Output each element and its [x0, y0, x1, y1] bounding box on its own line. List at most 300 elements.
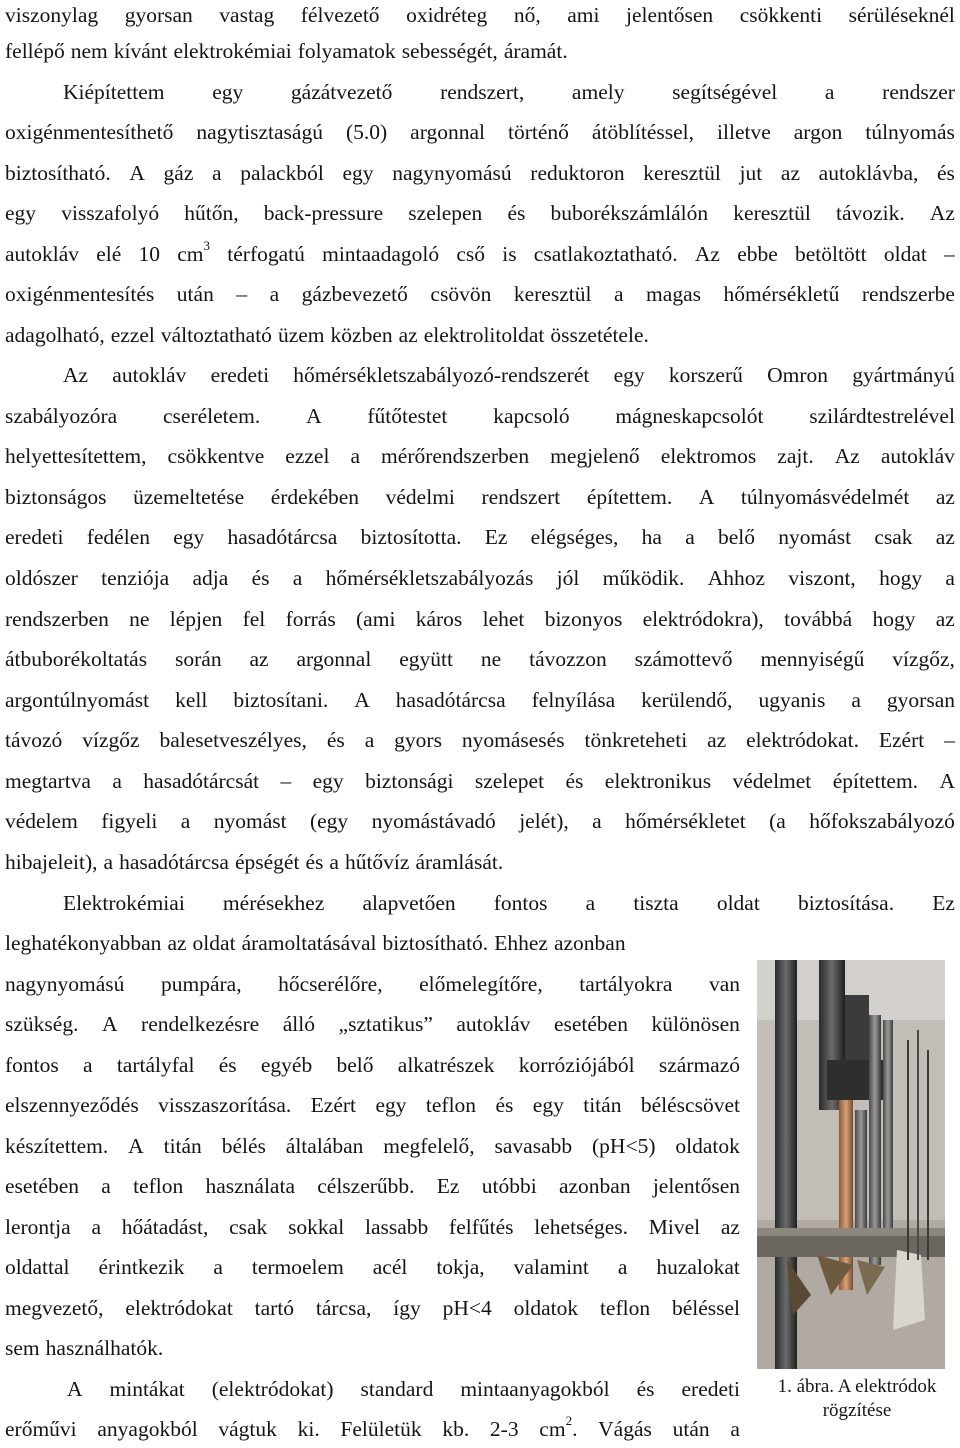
word: pumpára,	[160, 972, 242, 996]
word: egy	[613, 363, 645, 387]
word: és	[937, 161, 955, 185]
word: A	[939, 769, 955, 793]
word: egy	[312, 769, 344, 793]
word: lépjen	[169, 607, 223, 631]
word: közben	[330, 323, 393, 347]
word: illetve	[717, 120, 771, 144]
word: áramlását.	[415, 850, 504, 874]
word: alkatrészek	[397, 1053, 495, 1077]
word: szabályozóra	[5, 404, 118, 428]
word: vízgőz	[82, 728, 140, 752]
word: argonnal	[296, 647, 372, 671]
word: üzemeltetése	[133, 485, 245, 509]
word: a	[91, 1215, 101, 1239]
word: átbuborékoltatás	[5, 647, 148, 671]
word: cső	[456, 242, 486, 266]
word: $cm^3$	[177, 237, 211, 266]
word: huzalokat	[656, 1255, 740, 1279]
word: csökkenti	[739, 3, 823, 27]
word: az	[780, 161, 800, 185]
word: A	[306, 404, 322, 428]
word: elektrolitoldat	[423, 323, 545, 347]
word: oxidréteg	[406, 3, 488, 27]
word: tartó	[254, 1296, 295, 1320]
word: a	[292, 566, 303, 590]
text-line	[5, 239, 955, 269]
word: tenziója	[101, 566, 170, 590]
word: mágneskapcsolót	[615, 404, 764, 428]
word: távozzon	[529, 647, 607, 671]
word: a	[613, 282, 624, 306]
word: rendszert,	[440, 80, 525, 104]
word: hőmérsékletű	[723, 282, 840, 306]
word: autoklávba,	[818, 161, 919, 185]
word: egyéb	[260, 1053, 313, 1077]
word: Az	[929, 201, 955, 225]
word: elektrokémiai	[173, 39, 292, 63]
word: mintákat	[109, 1377, 185, 1401]
word: elektronikus	[604, 769, 712, 793]
word: tönkreteheti	[584, 728, 688, 752]
word: korszerű	[668, 363, 743, 387]
word: a	[364, 728, 375, 752]
word: (ami	[356, 607, 396, 631]
word: Az	[694, 242, 720, 266]
word: gyors	[394, 728, 442, 752]
word: autokláv	[5, 242, 80, 266]
word: standard	[360, 1377, 434, 1401]
word: az	[935, 485, 955, 509]
word: hasadótárcsát	[143, 769, 260, 793]
word: oxigénmentesítés	[5, 282, 155, 306]
word: továbbá	[784, 607, 853, 631]
word: a	[350, 444, 361, 468]
word: ezzel	[110, 323, 155, 347]
word: sokkal	[288, 1215, 345, 1239]
text-line	[5, 36, 955, 66]
figure-caption-line-1: 1. ábra. A elektródok	[777, 1376, 937, 1397]
word: tokja,	[436, 1255, 485, 1279]
word: hűtőn,	[184, 201, 239, 225]
word: autokláv	[880, 444, 955, 468]
word: biztonsági	[365, 769, 454, 793]
text-line	[5, 1131, 740, 1161]
word: célszerűbb.	[317, 1174, 415, 1198]
word: csak	[229, 1215, 268, 1239]
word: fontos	[5, 1053, 59, 1077]
word: oldat	[883, 242, 927, 266]
word: készítettem.	[5, 1134, 109, 1158]
text-line	[5, 198, 955, 228]
word: back-pressure	[263, 201, 384, 225]
word: érdekében	[270, 485, 360, 509]
word: A	[129, 161, 145, 185]
word: egy	[342, 161, 374, 185]
word: leghatékonyabban	[5, 931, 162, 955]
word: nem	[70, 39, 108, 63]
word: titán	[583, 1093, 622, 1117]
word: csövön	[430, 282, 492, 306]
word: ezzel	[285, 444, 330, 468]
word: nagynyomású	[5, 972, 125, 996]
word: oldat	[192, 931, 236, 955]
word: ne	[480, 647, 502, 671]
word: elszennyeződés	[5, 1093, 139, 1117]
word: Az	[63, 363, 89, 387]
word: tárcsa,	[315, 1296, 372, 1320]
word: fel	[242, 607, 266, 631]
word: fedélen	[86, 525, 150, 549]
word: fellépő	[5, 39, 65, 63]
word: a	[592, 809, 602, 833]
word: túlnyomásvédelmét	[740, 485, 910, 509]
text-line	[5, 1212, 740, 1242]
word: védelmi	[385, 485, 455, 509]
word: azonban	[558, 1174, 631, 1198]
word: eredeti	[681, 1377, 740, 1401]
word: adja	[192, 566, 229, 590]
word: fontos	[493, 891, 548, 915]
word: a	[585, 891, 596, 915]
word: építettem.	[832, 769, 919, 793]
word: hasadótárcsa	[395, 688, 506, 712]
word: szelepet	[474, 769, 545, 793]
word: távozó	[5, 728, 63, 752]
word: az	[707, 728, 727, 752]
word: Omron	[767, 363, 829, 387]
word: cseréletem.	[163, 404, 261, 428]
word: összetétele.	[550, 323, 649, 347]
text-line	[5, 117, 955, 147]
electrode-photo-illustration	[757, 960, 945, 1369]
word: egy	[5, 201, 37, 225]
word: a	[213, 1255, 223, 1279]
word: folyamatok	[297, 39, 396, 63]
word: hőmérsékletszabályozó-rendszerét	[293, 363, 590, 387]
word: jelentősen	[626, 3, 714, 27]
text-line	[5, 0, 955, 30]
word: működik.	[602, 566, 685, 590]
word: felnyílása	[531, 688, 616, 712]
word: teflon	[425, 1093, 477, 1117]
word: után	[672, 1417, 710, 1441]
word: „sztatikus”	[338, 1012, 433, 1036]
word: Felületük	[340, 1417, 422, 1441]
superscript: 3	[203, 237, 211, 253]
word: eredeti	[210, 363, 270, 387]
word: a	[851, 688, 861, 712]
word: nagynyomású	[392, 161, 512, 185]
text-line	[5, 766, 955, 796]
word: adagolható,	[5, 323, 105, 347]
word: gyorsan	[886, 688, 955, 712]
figure-caption-line-2: rögzítése	[822, 1400, 892, 1421]
word: az	[935, 607, 955, 631]
word: és	[218, 1053, 237, 1077]
text-line	[5, 441, 955, 471]
text-line	[5, 158, 955, 188]
word: reduktoron	[530, 161, 625, 185]
word: és	[636, 1377, 655, 1401]
word: a	[685, 525, 695, 549]
word: szükség.	[5, 1012, 79, 1036]
word: nyomást	[213, 809, 287, 833]
word: 10	[138, 242, 161, 266]
word: oldószer	[5, 566, 78, 590]
word: acél	[372, 1255, 408, 1279]
word: a	[730, 1417, 740, 1441]
word: hőmérsékletszabályozás	[325, 566, 534, 590]
word: áramát.	[503, 39, 568, 63]
word: mennyiségű	[760, 647, 865, 671]
text-line	[5, 1252, 740, 1282]
text-line	[5, 847, 955, 877]
word: és	[251, 566, 270, 590]
word: szelepen	[408, 201, 483, 225]
word: amely	[571, 80, 625, 104]
word: az	[249, 647, 269, 671]
word: Az	[834, 444, 860, 468]
word: együtt	[399, 647, 453, 671]
word: az	[935, 525, 955, 549]
word: védelmet	[732, 769, 812, 793]
word: helyettesítettem,	[5, 444, 147, 468]
word: sérüléseknél	[848, 3, 955, 27]
word: így	[393, 1296, 421, 1320]
word: ami	[567, 3, 600, 27]
word: (a	[769, 809, 786, 833]
text-line	[5, 401, 955, 431]
text-line	[67, 1374, 740, 1404]
word: A	[101, 1012, 118, 1036]
word: –	[944, 728, 955, 752]
word: Vágás	[598, 1417, 652, 1441]
word: azonban	[553, 931, 626, 955]
word: kerülendő,	[641, 688, 733, 712]
text-line	[5, 604, 955, 634]
word: keresztül	[733, 201, 811, 225]
word: rendszert	[481, 485, 561, 509]
word: az	[398, 323, 418, 347]
word: oxigénmentesíthető	[5, 120, 174, 144]
word: Ezért	[878, 728, 925, 752]
word: elektródokat	[125, 1296, 233, 1320]
word: –	[236, 282, 248, 306]
word: Ehhez	[494, 931, 548, 955]
word: gyártmányú	[852, 363, 955, 387]
word: biztosítható.	[5, 161, 111, 185]
word: káros	[415, 607, 463, 631]
word: A	[128, 1134, 144, 1158]
word: védelem	[5, 809, 78, 833]
word: félvezető	[300, 3, 380, 27]
word: A	[67, 1377, 83, 1401]
word: kívánt	[113, 39, 168, 63]
word: elektródokra),	[642, 607, 764, 631]
word: hőcserélőre,	[278, 972, 383, 996]
word: nyomásesés	[461, 728, 565, 752]
word: Mivel	[648, 1215, 701, 1239]
word: (pH<5)	[592, 1134, 656, 1158]
word: Ez	[932, 891, 955, 915]
word: álló	[282, 1012, 315, 1036]
word: keresztül	[643, 161, 721, 185]
word: rendszerben	[5, 607, 109, 631]
word: változtatható	[160, 323, 272, 347]
word: argonnal	[410, 120, 486, 144]
word: a	[101, 1174, 111, 1198]
word: balesetveszélyes,	[159, 728, 307, 752]
word: biztosította.	[360, 525, 462, 549]
word: hőmérsékletet	[625, 809, 746, 833]
word: előmelegítőre,	[419, 972, 543, 996]
word: lehetséges.	[534, 1215, 628, 1239]
word: rendelkezésre	[141, 1012, 260, 1036]
word: gáz	[163, 161, 194, 185]
word: anyagokból	[97, 1417, 198, 1441]
word: szilárdtestrelével	[809, 404, 955, 428]
word: ha	[641, 525, 662, 549]
word: korróziójából	[518, 1053, 635, 1077]
word: keresztül	[513, 282, 592, 306]
word: Elektrokémiai	[63, 891, 185, 915]
word: után	[176, 282, 214, 306]
word: oldatok	[513, 1296, 579, 1320]
word: viszont,	[788, 566, 856, 590]
text-line	[5, 1171, 740, 1201]
word: és	[326, 728, 345, 752]
word: hibajeleit),	[5, 850, 98, 874]
word: az	[167, 931, 187, 955]
word: építettem.	[586, 485, 673, 509]
word: béléscsövet	[640, 1093, 740, 1117]
word: bizonyos	[544, 607, 623, 631]
word: gázbevezető	[301, 282, 408, 306]
word: általában	[285, 1134, 364, 1158]
word: teflon	[133, 1174, 184, 1198]
word: eredeti	[5, 525, 64, 549]
word: autokláv	[456, 1012, 531, 1036]
word: átöblítéssel,	[591, 120, 695, 144]
word: használhatók.	[45, 1336, 164, 1360]
word: áramoltatásával	[241, 931, 377, 955]
word: egy	[375, 1093, 407, 1117]
text-line	[5, 1414, 740, 1444]
word: a	[212, 161, 222, 185]
word: béléssel	[671, 1296, 740, 1320]
word: Ez	[484, 525, 508, 549]
word: esetében	[5, 1174, 80, 1198]
word: argontúlnyomást	[5, 688, 150, 712]
text-line	[5, 482, 955, 512]
word: csökkentve	[167, 444, 265, 468]
word: visszafolyó	[61, 201, 160, 225]
word: palackból	[240, 161, 324, 185]
word: kell	[175, 688, 208, 712]
word: csatlakoztatható.	[533, 242, 678, 266]
word: buborékszámlálón	[550, 201, 709, 225]
text-line	[5, 1009, 740, 1039]
word: hogy	[872, 607, 916, 631]
word: visszaszorítása.	[158, 1093, 292, 1117]
word: ne	[129, 607, 150, 631]
word: nagytisztaságú	[196, 120, 323, 144]
word: térfogatú	[227, 242, 305, 266]
superscript: 2	[565, 1412, 573, 1428]
word: egy	[532, 1093, 564, 1117]
word: oldattal	[5, 1255, 70, 1279]
word: betöltött	[795, 242, 867, 266]
text-line	[5, 522, 955, 552]
word: ki.	[297, 1417, 320, 1441]
word: $cm^2$.	[539, 1412, 578, 1441]
word: származó	[658, 1053, 740, 1077]
word: rendszerbe	[861, 282, 955, 306]
word: vízgőz,	[892, 647, 955, 671]
word: gázátvezető	[290, 80, 393, 104]
word: nyomástávadó	[371, 809, 496, 833]
word: és	[565, 769, 584, 793]
word: jól	[556, 566, 580, 590]
text-line	[5, 644, 955, 674]
word: esetében	[553, 1012, 628, 1036]
word: jelentősen	[652, 1174, 740, 1198]
word: Ezért	[310, 1093, 357, 1117]
word: van	[708, 972, 740, 996]
word: Ez	[436, 1174, 460, 1198]
word: csak	[874, 525, 913, 549]
word: ebbe	[737, 242, 778, 266]
word: biztosítható.	[382, 931, 489, 955]
text-line	[5, 1050, 740, 1080]
word: is	[502, 242, 517, 266]
word: viszonylag	[5, 3, 99, 27]
word: hűtővíz	[344, 850, 410, 874]
word: zajt.	[777, 444, 814, 468]
word: magas	[646, 282, 701, 306]
text-line	[5, 725, 955, 755]
word: az	[720, 1215, 740, 1239]
word: megtartva	[5, 769, 91, 793]
text-line	[5, 806, 955, 836]
word: használata	[205, 1174, 295, 1198]
word: kb.	[442, 1417, 470, 1441]
word: tartályfal	[116, 1053, 195, 1077]
word: a	[824, 80, 835, 104]
word: hőfokszabályozó	[809, 809, 955, 833]
word: –	[280, 769, 292, 793]
word: egy	[212, 80, 244, 104]
text-line	[63, 888, 955, 918]
word: a	[83, 1053, 93, 1077]
word: a	[103, 850, 114, 874]
word: ugyanis	[758, 688, 826, 712]
word: gyorsan	[124, 3, 193, 27]
text-line	[63, 360, 955, 390]
word: érintkezik	[98, 1255, 185, 1279]
word: A	[354, 688, 370, 712]
word: megfelelő,	[383, 1134, 475, 1158]
word: bélés	[221, 1134, 266, 1158]
word: erőművi	[5, 1417, 77, 1441]
word: során	[175, 647, 222, 671]
word: lerontja	[5, 1215, 71, 1239]
word: sebességét,	[401, 39, 498, 63]
word: belő	[336, 1053, 374, 1077]
word: tartályokra	[579, 972, 673, 996]
word: titán	[163, 1134, 202, 1158]
word: figyeli	[101, 809, 158, 833]
